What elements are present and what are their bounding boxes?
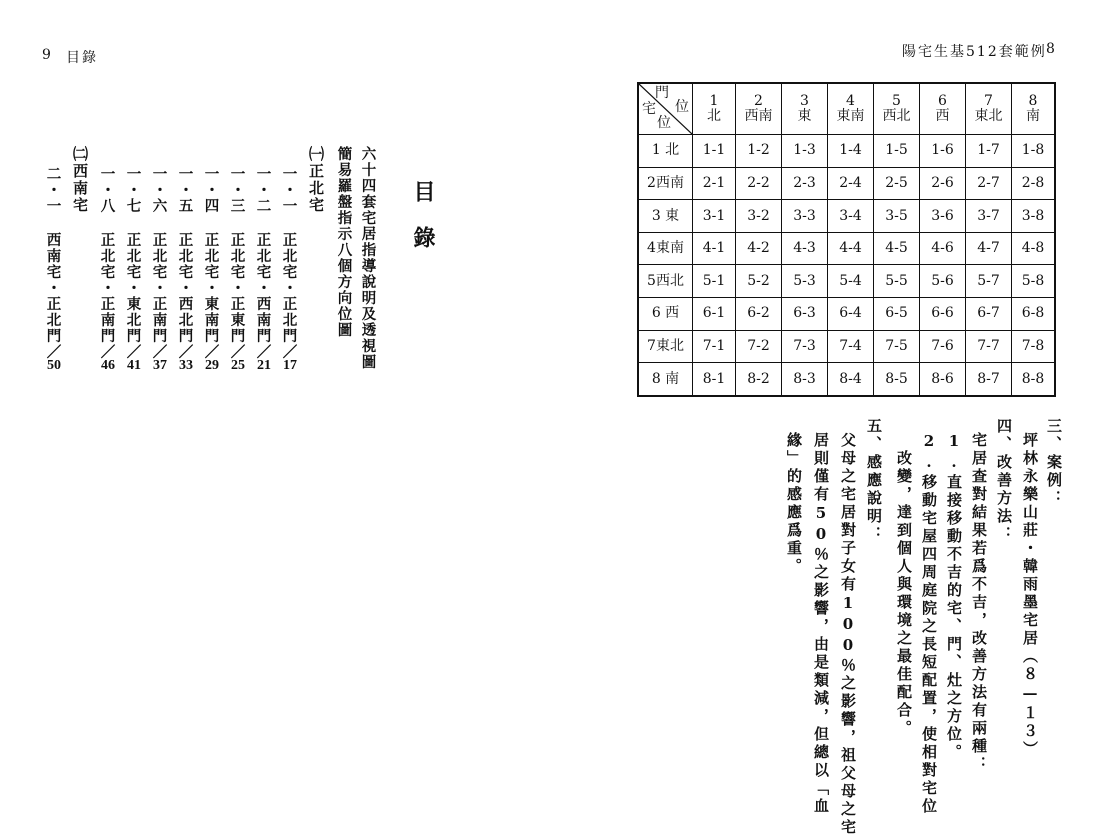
column-number: 5 — [892, 93, 901, 110]
toc-entry-number: 一・二 — [254, 166, 272, 214]
improvement-method-1: 1.直接移動不吉的宅、門、灶之方位。 — [945, 432, 963, 762]
table-cell: 2-5 — [874, 167, 920, 200]
toc-entry-number: 一・三 — [228, 166, 246, 214]
toc-entry-page: 46 — [101, 358, 115, 373]
table-cell: 3-2 — [736, 200, 782, 233]
table-cell: 2-7 — [966, 167, 1012, 200]
house-door-table — [637, 82, 1056, 397]
toc-entry-page: 17 — [283, 358, 297, 373]
section-title-southwest-house: ㈡西南宅 — [71, 146, 89, 214]
row-label: 2西南 — [638, 167, 693, 200]
row-label: 3 東 — [638, 200, 693, 233]
toc-entry-page: 41 — [127, 358, 141, 373]
table-row — [638, 363, 1055, 396]
table-cell: 6-7 — [966, 297, 1012, 330]
toc-intro-line-2: 簡易羅盤指示八個方向位圖 — [335, 146, 353, 338]
table-cell: 7-2 — [736, 330, 782, 363]
toc-entry-number: 一・五 — [176, 166, 194, 214]
table-cell: 3-7 — [966, 200, 1012, 233]
table-cell: 6-1 — [693, 297, 736, 330]
column-number: 8 — [1028, 93, 1038, 110]
row-label: 4東南 — [638, 232, 693, 265]
right-page-number: 8 — [1046, 41, 1057, 57]
corner-position-top-label: 位 — [675, 99, 689, 115]
table-cell: 5-1 — [693, 265, 736, 298]
influence-text-line-1: 父母之宅居對子女有100％之影響，祖父母之宅 — [839, 432, 857, 837]
toc-entry[interactable] — [255, 166, 277, 376]
table-cell: 4-5 — [874, 232, 920, 265]
table-cell: 1-8 — [1012, 135, 1056, 168]
table-cell: 8-3 — [782, 363, 828, 396]
column-direction: 西南 — [744, 108, 773, 124]
table-cell: 4-2 — [736, 232, 782, 265]
toc-entry-name: 正北宅・正南門／ — [150, 232, 168, 360]
toc-entry-page: 29 — [205, 358, 219, 373]
left-header-title: 目錄 — [66, 50, 98, 66]
table-cell: 4-1 — [693, 232, 736, 265]
column-number: 6 — [938, 93, 947, 110]
row-label: 5西北 — [638, 265, 693, 298]
table-cell: 7-7 — [966, 330, 1012, 363]
improvement-intro-text: 宅居查對結果若爲不吉，改善方法有兩種： — [970, 432, 988, 774]
table-cell: 8-4 — [828, 363, 874, 396]
toc-entry-number: 一・八 — [98, 166, 116, 214]
table-cell: 7-1 — [693, 330, 736, 363]
table-cell: 2-4 — [828, 167, 874, 200]
column-direction: 東 — [797, 108, 812, 124]
toc-entry-name: 正北宅・正東門／ — [228, 232, 246, 360]
table-cell: 8-2 — [736, 363, 782, 396]
table-cell: 6-5 — [874, 297, 920, 330]
toc-entry-number: 一・七 — [124, 166, 142, 214]
corner-position-bottom-label: 位 — [657, 115, 671, 131]
column-direction: 南 — [1026, 108, 1040, 124]
table-cell: 2-2 — [736, 167, 782, 200]
column-number: 7 — [984, 93, 993, 110]
column-direction: 東北 — [974, 108, 1003, 124]
toc-entry[interactable] — [99, 166, 121, 376]
table-cell: 8-7 — [966, 363, 1012, 396]
column-header — [693, 83, 736, 135]
toc-entry-name: 西南宅・正北門／ — [44, 232, 62, 360]
improvement-method-2: 2.移動宅屋四周庭院之長短配置，使相對宅位 — [920, 432, 938, 816]
table-cell: 4-7 — [966, 232, 1012, 265]
column-direction: 北 — [707, 108, 721, 124]
section-heading-influence: 五、感應說明： — [865, 418, 883, 544]
toc-entry-name: 正北宅・東南門／ — [202, 232, 220, 360]
table-cell: 1-7 — [966, 135, 1012, 168]
column-header — [782, 83, 828, 135]
section-heading-case-study: 三、案例： — [1045, 418, 1063, 508]
table-cell: 6-8 — [1012, 297, 1056, 330]
toc-entry[interactable] — [203, 166, 225, 376]
table-cell: 4-4 — [828, 232, 874, 265]
row-label: 1 北 — [638, 135, 693, 168]
toc-entry-name: 正北宅・東北門／ — [124, 232, 142, 360]
table-row — [638, 265, 1055, 298]
toc-entry-name: 正北宅・西南門／ — [254, 232, 272, 360]
column-direction: 西 — [935, 108, 950, 124]
table-cell: 7-8 — [1012, 330, 1056, 363]
section-heading-improvement: 四、改善方法： — [995, 418, 1013, 544]
table-cell: 1-2 — [736, 135, 782, 168]
toc-entry-number: 二・一 — [44, 166, 62, 214]
table-cell: 7-6 — [920, 330, 966, 363]
column-header — [966, 83, 1012, 135]
column-header — [736, 83, 782, 135]
corner-house-label: 宅 — [642, 101, 656, 117]
table-cell: 7-5 — [874, 330, 920, 363]
table-cell: 5-6 — [920, 265, 966, 298]
toc-intro-line-1: 六十四套宅居指導說明及透視圖 — [359, 146, 377, 370]
table-cell: 4-8 — [1012, 232, 1056, 265]
table-cell: 7-3 — [782, 330, 828, 363]
table-row — [638, 330, 1055, 363]
row-label: 6 西 — [638, 297, 693, 330]
table-cell: 3-5 — [874, 200, 920, 233]
table-row — [638, 232, 1055, 265]
table-row — [638, 200, 1055, 233]
table-cell: 3-6 — [920, 200, 966, 233]
table-cell: 3-3 — [782, 200, 828, 233]
toc-entry-number: 一・一 — [280, 166, 298, 214]
toc-entry[interactable] — [177, 166, 199, 376]
row-label: 7東北 — [638, 330, 693, 363]
row-label: 8 南 — [638, 363, 693, 396]
table-cell: 4-6 — [920, 232, 966, 265]
left-page-number: 9 — [42, 47, 53, 63]
column-number: 4 — [846, 93, 855, 110]
toc-entry-name: 正北宅・正南門／ — [98, 232, 116, 360]
table-cell: 6-6 — [920, 297, 966, 330]
influence-text-line-2: 居則僅有50％之影響，由是類減，但總以「血 — [812, 432, 830, 816]
toc-entry-name: 正北宅・正北門／ — [280, 232, 298, 360]
column-header — [874, 83, 920, 135]
toc-entry-name: 正北宅・西北門／ — [176, 232, 194, 360]
toc-entry-number: 一・四 — [202, 166, 220, 214]
table-cell: 8-1 — [693, 363, 736, 396]
table-cell: 7-4 — [828, 330, 874, 363]
table-cell: 6-2 — [736, 297, 782, 330]
table-cell: 5-7 — [966, 265, 1012, 298]
toc-entry[interactable] — [281, 166, 303, 376]
table-cell: 5-2 — [736, 265, 782, 298]
table-cell: 3-4 — [828, 200, 874, 233]
table-cell: 5-8 — [1012, 265, 1056, 298]
table-cell: 5-4 — [828, 265, 874, 298]
toc-entry-number: 一・六 — [150, 166, 168, 214]
table-cell: 8-8 — [1012, 363, 1056, 396]
table-cell: 6-3 — [782, 297, 828, 330]
table-cell: 5-3 — [782, 265, 828, 298]
influence-text-line-3: 緣」的感應爲重。 — [785, 432, 803, 576]
toc-title: 目錄 — [410, 180, 436, 272]
table-cell: 2-1 — [693, 167, 736, 200]
section-title-north-house: ㈠正北宅 — [307, 146, 325, 214]
toc-entry-page: 25 — [231, 358, 245, 373]
table-row — [638, 167, 1055, 200]
table-cell: 2-3 — [782, 167, 828, 200]
table-row — [638, 135, 1055, 168]
toc-entry[interactable] — [229, 166, 251, 376]
column-number: 1 — [709, 93, 719, 110]
column-header — [1012, 83, 1056, 135]
case-study-text: 坪林永樂山莊・韓雨墨宅居（８—１３） — [1021, 432, 1039, 759]
table-row — [638, 297, 1055, 330]
column-number: 2 — [754, 93, 763, 110]
toc-entry-page: 50 — [47, 358, 61, 373]
column-direction: 東南 — [836, 108, 865, 124]
column-direction: 西北 — [882, 108, 911, 124]
column-header — [828, 83, 874, 135]
table-cell: 2-8 — [1012, 167, 1056, 200]
table-cell: 5-5 — [874, 265, 920, 298]
column-number: 3 — [800, 93, 809, 110]
toc-entry-page: 37 — [153, 358, 167, 373]
toc-entry-page: 21 — [257, 358, 271, 373]
column-header — [920, 83, 966, 135]
table-cell: 3-1 — [693, 200, 736, 233]
table-cell: 8-6 — [920, 363, 966, 396]
corner-door-label: 門 — [655, 85, 669, 101]
right-header-title: 陽宅生基512套範例 — [902, 44, 1047, 60]
table-cell: 2-6 — [920, 167, 966, 200]
improvement-method-2-continued: 改變，達到個人與環境之最佳配合。 — [895, 450, 913, 738]
toc-entry[interactable] — [125, 166, 147, 376]
toc-entry[interactable] — [151, 166, 173, 376]
table-cell: 1-1 — [693, 135, 736, 168]
table-corner-cell — [638, 83, 693, 135]
table-cell: 1-6 — [920, 135, 966, 168]
toc-entry-page: 33 — [179, 358, 193, 373]
table-cell: 3-8 — [1012, 200, 1056, 233]
table-cell: 6-4 — [828, 297, 874, 330]
table-cell: 8-5 — [874, 363, 920, 396]
toc-entry[interactable] — [45, 166, 67, 376]
table-cell: 1-3 — [782, 135, 828, 168]
table-cell: 1-4 — [828, 135, 874, 168]
table-cell: 4-3 — [782, 232, 828, 265]
table-cell: 1-5 — [874, 135, 920, 168]
